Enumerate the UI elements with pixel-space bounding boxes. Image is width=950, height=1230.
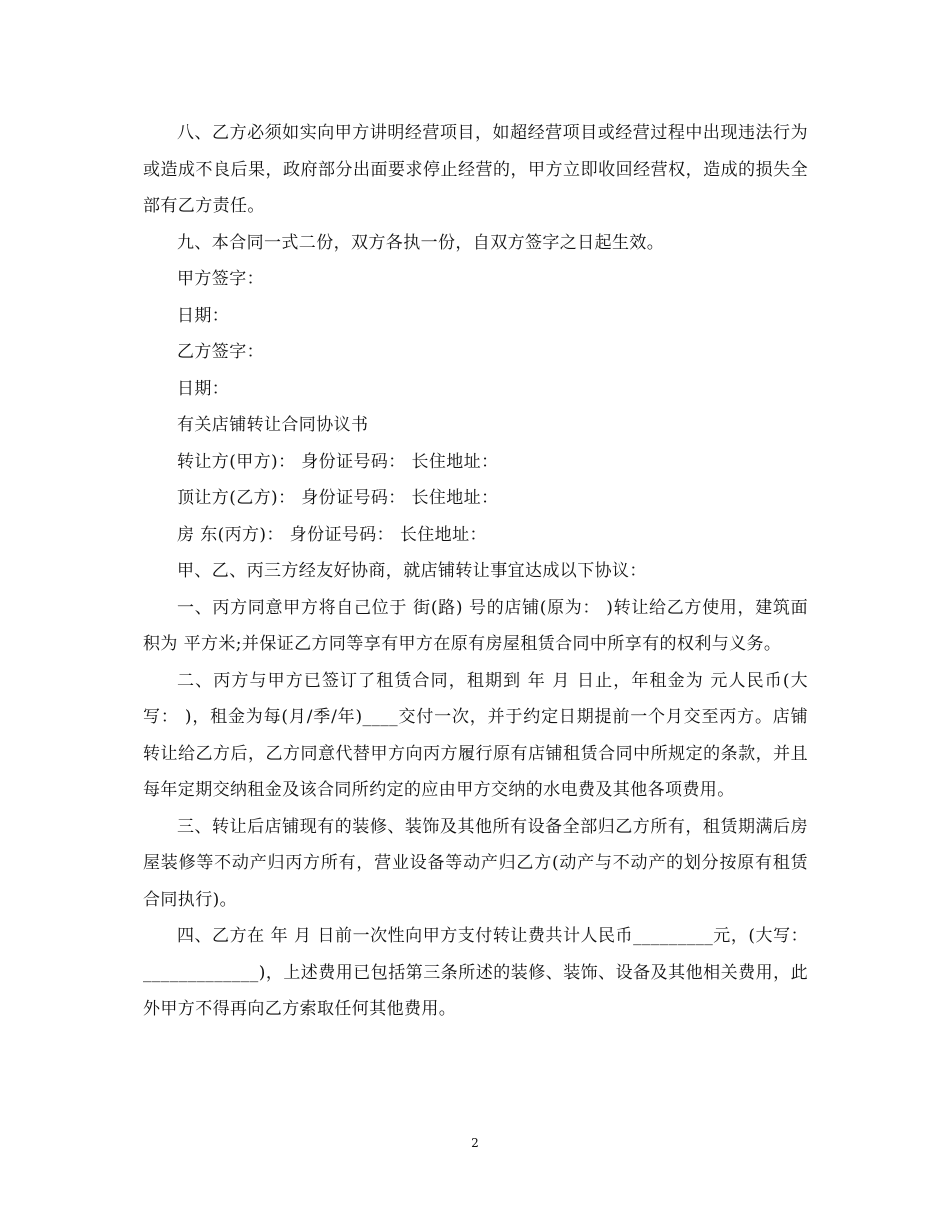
clause-9: 九、本合同一式二份，双方各执一份，自双方签字之日起生效。 bbox=[177, 232, 665, 253]
clause-8: 八、乙方必须如实向甲方讲明经营项目，如超经营项目或经营过程中出现违法行为或造成不良后果，政府部分出面要求停止经营的，甲方立即收回经营权，造成的损失全部有乙方责任。 bbox=[143, 123, 808, 216]
agreement-preamble: 甲、乙、丙三方经友好协商，就店铺转让事宜达成以下协议： bbox=[177, 561, 647, 581]
agreement-title: 有关店铺转让合同协议书 bbox=[177, 415, 369, 435]
party-a-date-label: 日期： bbox=[177, 305, 230, 326]
article-1: 一、丙方同意甲方将自己位于 街(路) 号的店铺(原为： )转让给乙方使用，建筑面积为 平方米;并保证乙方同等享有甲方在原有房屋租赁合同中所享有的权利与义务。 bbox=[143, 597, 808, 654]
transferor-info: 转让方(甲方)： 身份证号码： 长住地址： bbox=[177, 451, 499, 472]
article-2: 二、丙方与甲方已签订了租赁合同，租期到 年 月 日止，年租金为 元人民币(大写： )，租金为每(月/季/年)____交付一次，并于约定日期提前一个月交至丙方。店铺转让给乙方后，乙方同意代替甲方向丙方履行原有店铺租赁合同中所规定的条款，并且每年定期交纳租金及该合同所约定的应由甲方交纳的水电费及其他各项费用。 bbox=[143, 670, 808, 800]
transferee-info: 顶让方(乙方)： 身份证号码： 长住地址： bbox=[177, 488, 499, 508]
article-3: 三、转让后店铺现有的装修、装饰及其他所有设备全部归乙方所有，租赁期满后房屋装修等不动产归丙方所有，营业设备等动产归乙方(动产与不动产的划分按原有租赁合同执行)。 bbox=[143, 816, 808, 910]
party-b-signature-label: 乙方签字： bbox=[177, 342, 264, 362]
landlord-info: 房 东(丙方)： 身份证号码： 长住地址： bbox=[177, 524, 487, 545]
party-b-date-label: 日期： bbox=[177, 378, 230, 399]
document-body bbox=[143, 115, 808, 1028]
party-a-signature-label: 甲方签字： bbox=[177, 269, 264, 289]
page-number: 2 bbox=[471, 1136, 479, 1150]
article-4: 四、乙方在 年 月 日前一次性向甲方支付转让费共计人民币_________元，(大写：_____________)，上述费用已包括第三条所述的装修、装饰、设备及其他相关费用，此外甲方不得再向乙方索取任何其他费用。 bbox=[143, 926, 808, 1019]
